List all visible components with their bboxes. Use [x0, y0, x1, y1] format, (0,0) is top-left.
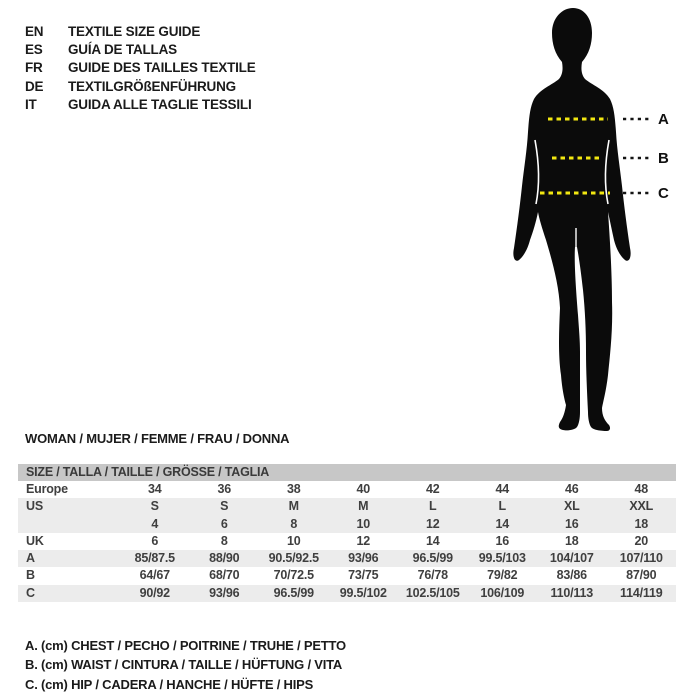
waist-line-label: B [658, 150, 669, 167]
language-title: TEXTILGRÖßENFÜHRUNG [68, 78, 236, 94]
table-cell: 14 [425, 533, 440, 548]
table-cell: L [429, 499, 437, 514]
language-code: IT [25, 96, 37, 112]
language-row-en [25, 22, 256, 40]
measurement-legend [25, 636, 346, 694]
table-cell: 87/90 [626, 568, 657, 583]
language-code: FR [25, 60, 43, 76]
language-row-de [25, 77, 256, 95]
table-row-us-numeric [18, 516, 676, 533]
table-cell: 85/87.5 [134, 551, 175, 566]
table-cell: 16 [495, 533, 509, 548]
table-row-uk [18, 533, 676, 550]
table-cell: 38 [286, 482, 301, 496]
table-cell: 99.5/102 [339, 585, 387, 600]
table-cell: XXL [629, 499, 654, 514]
table-cell: 76/78 [417, 568, 448, 583]
table-cell: 83/86 [556, 568, 587, 583]
language-row-it [25, 95, 256, 113]
language-title: GUÍA DE TALLAS [68, 41, 177, 57]
table-cell: 10 [356, 516, 370, 531]
table-cell: 107/110 [619, 551, 663, 566]
table-cell: 8 [220, 533, 228, 548]
table-cell: 93/96 [348, 551, 379, 566]
woman-silhouette [513, 8, 630, 431]
table-cell: 10 [286, 533, 301, 548]
table-cell: 46 [564, 482, 579, 496]
language-title: TEXTILE SIZE GUIDE [68, 23, 201, 39]
language-title: GUIDA ALLE TAGLIE TESSILI [68, 96, 252, 112]
table-cell: 79/82 [487, 568, 518, 583]
legend-hip: C. (cm) HIP / CADERA / HANCHE / HÜFTE / HIPS [25, 676, 314, 692]
row-label: C [26, 585, 35, 600]
woman-silhouette-figure [480, 0, 700, 440]
table-cell: M [358, 499, 369, 514]
table-cell: 4 [151, 516, 159, 531]
table-cell: 99.5/103 [478, 551, 526, 566]
table-cell: L [498, 499, 506, 514]
language-title: GUIDE DES TAILLES TEXTILE [68, 60, 256, 76]
table-cell: 70/72.5 [273, 568, 314, 583]
table-cell: 96.5/99 [412, 551, 453, 566]
table-cell: 18 [564, 533, 579, 548]
table-cell: 18 [634, 516, 648, 531]
table-row-us [18, 498, 676, 515]
language-list [25, 22, 256, 113]
row-label: B [26, 568, 35, 583]
table-row-waist [18, 567, 676, 584]
table-row-hip [18, 585, 676, 602]
table-cell: 102.5/105 [405, 585, 460, 600]
table-cell: 88/90 [209, 551, 240, 566]
table-cell: 44 [495, 482, 509, 496]
table-cell: M [288, 499, 299, 514]
row-label: Europe [26, 482, 68, 496]
table-cell: S [150, 499, 159, 514]
table-cell: 90.5/92.5 [268, 551, 319, 566]
row-label: UK [26, 533, 44, 548]
language-code: DE [25, 78, 44, 94]
table-cell: 96.5/99 [273, 585, 314, 600]
language-row-fr [25, 59, 256, 77]
size-table [18, 464, 676, 602]
table-cell: 36 [217, 482, 231, 496]
table-title: WOMAN / MUJER / FEMME / FRAU / DONNA [25, 431, 290, 446]
language-code: ES [25, 41, 43, 57]
table-cell: 93/96 [209, 585, 240, 600]
row-label: A [26, 551, 35, 566]
table-cell: 104/107 [549, 551, 594, 566]
table-cell: 34 [147, 482, 162, 496]
size-table-header: SIZE / TALLA / TAILLE / GRÖSSE / TAGLIA [18, 464, 676, 481]
table-cell: 8 [290, 516, 298, 531]
table-cell: 6 [151, 533, 159, 548]
table-cell: S [220, 499, 229, 514]
row-label: US [26, 499, 43, 514]
table-cell: 6 [220, 516, 228, 531]
table-cell: 90/92 [139, 585, 170, 600]
table-cell: 48 [634, 482, 648, 496]
table-cell: 12 [356, 533, 370, 548]
table-row-europe [18, 481, 676, 498]
table-cell: 42 [425, 482, 440, 496]
language-code: EN [25, 23, 44, 39]
table-cell: 16 [564, 516, 579, 531]
chest-line-label: A [658, 111, 669, 128]
row-label [18, 516, 120, 533]
table-cell: 106/109 [480, 585, 525, 600]
legend-chest: A. (cm) CHEST / PECHO / POITRINE / TRUHE / PETTO [25, 638, 346, 653]
table-row-chest [18, 550, 676, 567]
table-cell: 40 [356, 482, 370, 496]
table-cell: 12 [425, 516, 440, 531]
table-cell: XL [563, 499, 580, 514]
legend-waist: B. (cm) WAIST / CINTURA / TAILLE / HÜFTUNG / VITA [25, 657, 343, 673]
table-cell: 20 [634, 533, 648, 548]
table-cell: 68/70 [209, 568, 240, 583]
language-row-es [25, 40, 256, 58]
table-cell: 14 [495, 516, 509, 531]
table-cell: 73/75 [348, 568, 379, 583]
table-cell: 114/119 [620, 585, 663, 600]
hip-line-label: C [658, 185, 669, 202]
table-cell: 110/113 [550, 585, 593, 600]
table-cell: 64/67 [139, 568, 170, 583]
